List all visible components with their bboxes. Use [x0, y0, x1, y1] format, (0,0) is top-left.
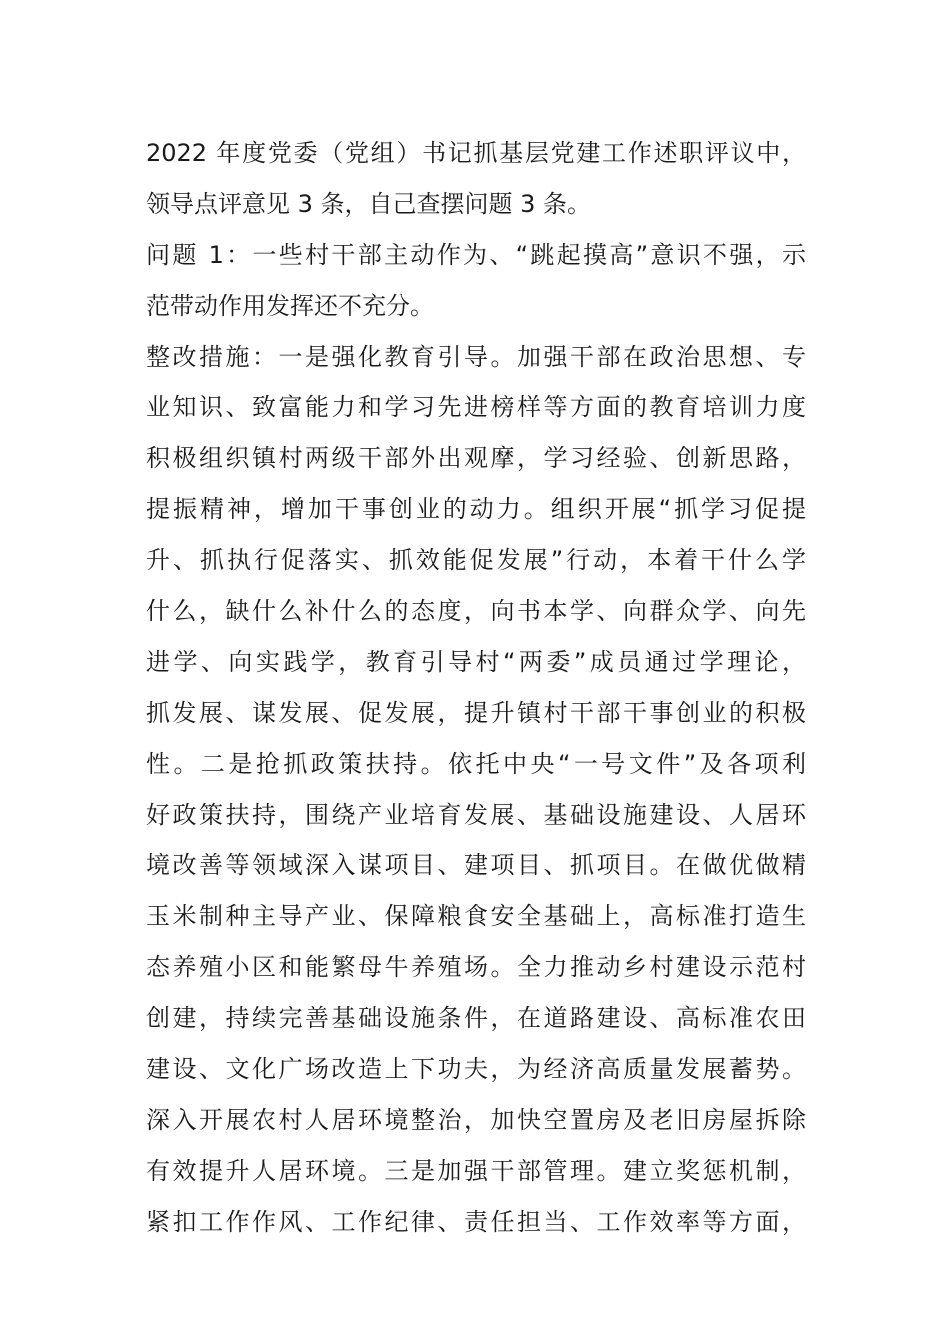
text-line-7: 积极组织镇村两级干部外出观摩，学习经验、创新思路， [146, 444, 806, 473]
text-line-16: 玉米制种主导产业、保障粮食安全基础上，高标准打造生 [146, 902, 806, 931]
text-line-5: 整改措施：一是强化教育引导。加强干部在政治思想、专 [146, 342, 806, 371]
text-line-13: 性。二是抢抓政策扶持。依托中央“一号文件”及各项利 [146, 749, 806, 778]
text-line-14: 好政策扶持，围绕产业培育发展、基础设施建设、人居环 [146, 800, 806, 829]
text-line-18: 创建，持续完善基础设施条件，在道路建设、高标准农田 [146, 1004, 806, 1033]
text-line-11: 进学、向实践学，教育引导村“两委”成员通过学理论， [146, 647, 806, 676]
text-line-12: 抓发展、谋发展、促发展，提升镇村干部干事创业的积极 [146, 698, 806, 727]
text-line-15: 境改善等领域深入谋项目、建项目、抓项目。在做优做精 [146, 851, 806, 880]
text-line-3: 问题 1：一些村干部主动作为、“跳起摸高”意识不强，示 [146, 240, 806, 269]
text-line-9: 升、抓执行促落实、抓效能促发展”行动，本着干什么学 [146, 546, 806, 575]
text-line-4: 范带动作用发挥还不充分。 [146, 291, 434, 320]
text-line-22: 紧扣工作作风、工作纪律、责任担当、工作效率等方面， [146, 1207, 806, 1236]
text-line-19: 建设、文化广场改造上下功夫，为经济高质量发展蓄势。 [146, 1055, 806, 1084]
text-line-20: 深入开展农村人居环境整治，加快空置房及老旧房屋拆除 [146, 1105, 806, 1134]
text-line-17: 态养殖小区和能繁母牛养殖场。全力推动乡村建设示范村 [146, 953, 806, 982]
text-line-6: 业知识、致富能力和学习先进榜样等方面的教育培训力度 [146, 393, 806, 422]
text-line-21: 有效提升人居环境。三是加强干部管理。建立奖惩机制， [146, 1156, 806, 1185]
text-line-1: 2022 年度党委（党组）书记抓基层党建工作述职评议中， [146, 139, 806, 167]
text-line-10: 什么，缺什么补什么的态度，向书本学、向群众学、向先 [146, 597, 806, 626]
document-body [146, 128, 806, 1248]
text-line-2: 领导点评意见 3 条，自己查摆问题 3 条。 [146, 189, 592, 218]
text-line-8: 提振精神，增加干事创业的动力。组织开展“抓学习促提 [146, 495, 806, 524]
